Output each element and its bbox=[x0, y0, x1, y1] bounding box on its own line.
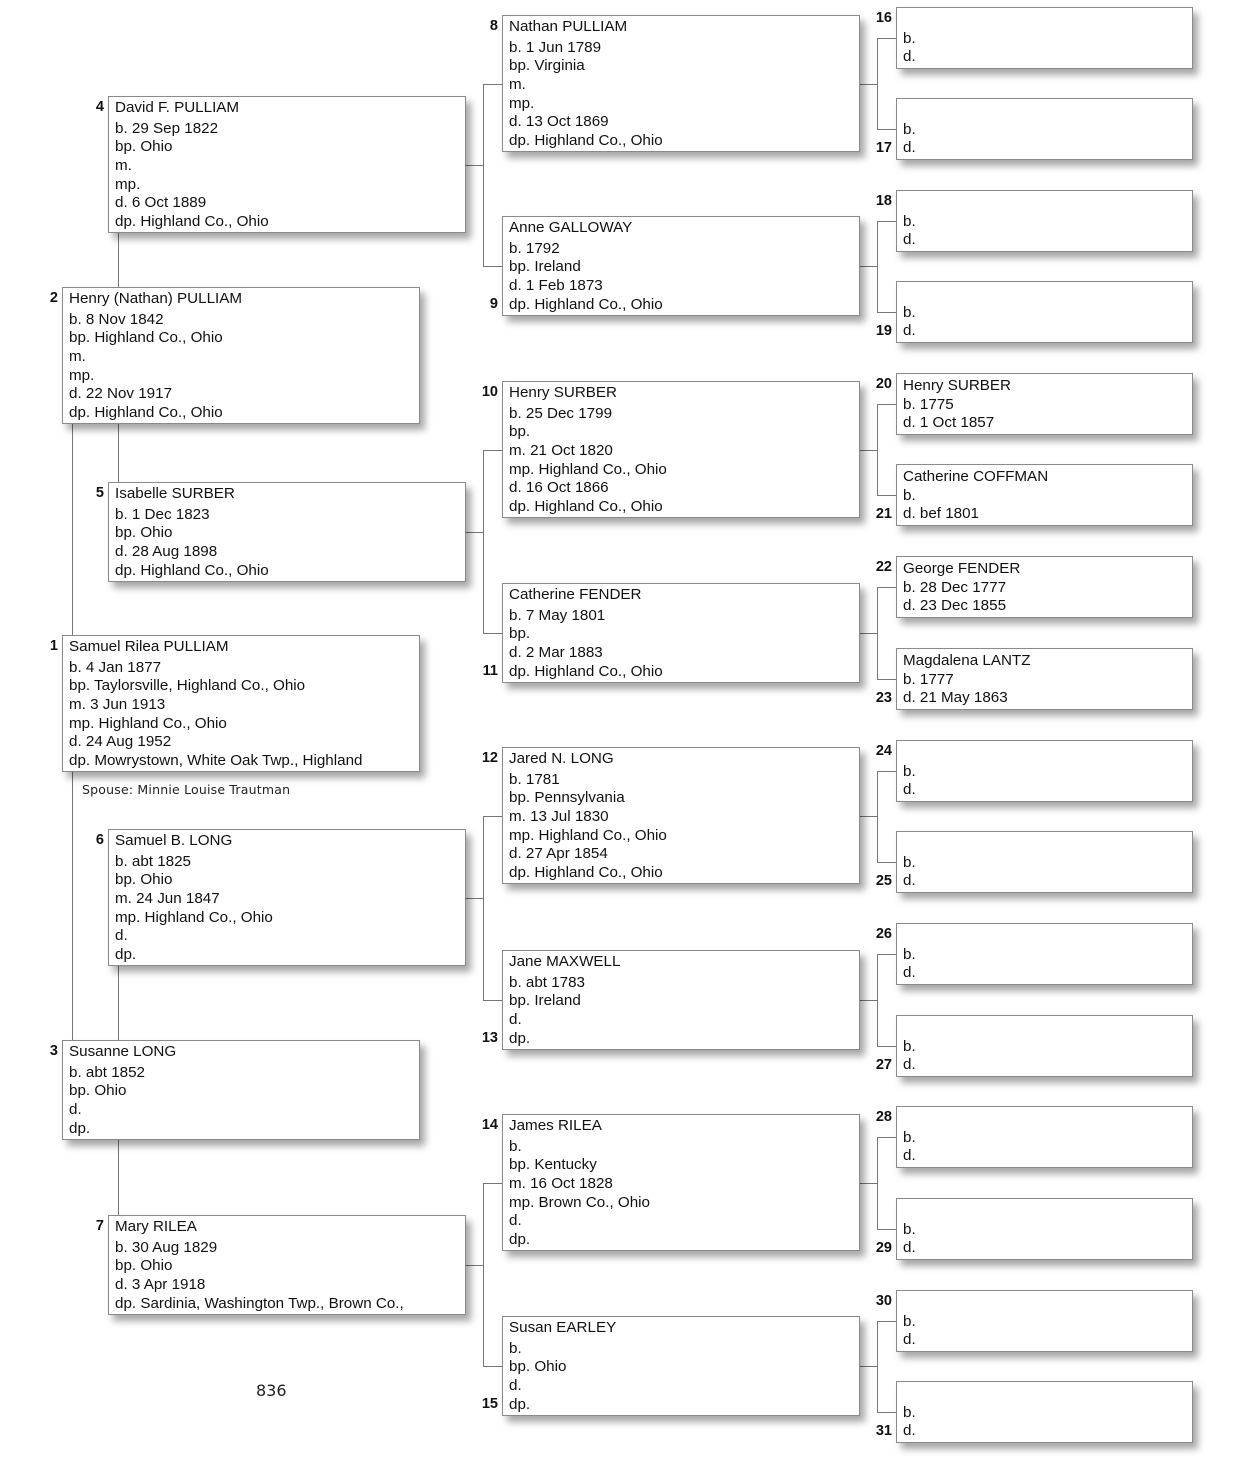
person-number: 1 bbox=[49, 638, 58, 654]
person-box[interactable] bbox=[502, 950, 860, 1050]
person-box[interactable] bbox=[896, 648, 1193, 710]
person-box[interactable] bbox=[896, 464, 1193, 526]
person-number: 9 bbox=[489, 296, 498, 312]
person-detail: d. bef 1801 bbox=[903, 505, 980, 523]
person-detail: b. 28 Dec 1777 bbox=[903, 578, 1007, 596]
person-detail: mp. Highland Co., Ohio bbox=[69, 714, 227, 732]
connector-line bbox=[877, 221, 878, 313]
person-detail: m. bbox=[69, 347, 86, 365]
person-detail: d. bbox=[69, 1100, 82, 1118]
person-box[interactable] bbox=[896, 1290, 1193, 1352]
person-detail: d. bbox=[509, 1212, 522, 1230]
person-detail: d. bbox=[903, 964, 916, 982]
connector-line bbox=[877, 1412, 896, 1413]
connector-line bbox=[877, 954, 878, 1047]
connector-line bbox=[860, 266, 877, 267]
connector-line bbox=[877, 1137, 896, 1138]
connector-line bbox=[860, 84, 877, 85]
person-detail: d. 27 Apr 1854 bbox=[509, 845, 608, 863]
person-name bbox=[903, 1385, 1192, 1404]
person-detail: bp. Ohio bbox=[115, 524, 173, 542]
person-box[interactable] bbox=[502, 1114, 860, 1251]
person-detail: m. 21 Oct 1820 bbox=[509, 441, 613, 459]
person-detail: d. bbox=[903, 322, 916, 340]
person-detail: b. 7 May 1801 bbox=[509, 606, 606, 624]
person-name: Anne GALLOWAY bbox=[509, 219, 633, 236]
person-detail: mp. Highland Co., Ohio bbox=[115, 908, 273, 926]
person-detail: bp. bbox=[509, 625, 531, 643]
person-detail: bp. Ohio bbox=[115, 871, 173, 889]
person-name bbox=[903, 835, 1192, 854]
person-detail: dp. bbox=[509, 1395, 531, 1413]
person-box[interactable] bbox=[896, 7, 1193, 69]
person-detail: d. 24 Aug 1952 bbox=[69, 733, 172, 751]
person-detail: b. bbox=[903, 303, 916, 321]
person-detail: dp. Highland Co., Ohio bbox=[69, 403, 223, 421]
connector-line bbox=[877, 1046, 896, 1047]
person-detail: dp. Highland Co., Ohio bbox=[509, 131, 663, 149]
person-detail: d. 1 Oct 1857 bbox=[903, 414, 995, 432]
person-name bbox=[903, 927, 1192, 946]
person-detail: bp. Ohio bbox=[115, 1257, 173, 1275]
person-box[interactable] bbox=[896, 281, 1193, 343]
person-name: Catherine COFFMAN bbox=[903, 468, 1049, 485]
person-number: 22 bbox=[875, 559, 892, 575]
connector-line bbox=[466, 1265, 483, 1266]
person-box[interactable] bbox=[502, 1316, 860, 1416]
person-detail: b. 29 Sep 1822 bbox=[115, 119, 219, 137]
person-number: 10 bbox=[481, 384, 498, 400]
person-name: Henry SURBER bbox=[509, 384, 618, 401]
connector-line bbox=[118, 424, 119, 482]
person-number: 16 bbox=[875, 10, 892, 26]
person-number: 5 bbox=[95, 485, 104, 501]
person-detail: b. bbox=[903, 1220, 916, 1238]
person-detail: m. 3 Jun 1913 bbox=[69, 695, 166, 713]
connector-line bbox=[877, 1137, 878, 1230]
person-number: 31 bbox=[875, 1423, 892, 1439]
connector-line bbox=[483, 816, 484, 1001]
person-box[interactable] bbox=[896, 98, 1193, 160]
person-detail: d. bbox=[509, 1376, 522, 1394]
person-number: 7 bbox=[95, 1218, 104, 1234]
person-detail: bp. Ireland bbox=[509, 258, 581, 276]
person-box[interactable] bbox=[108, 96, 466, 233]
person-box[interactable] bbox=[896, 923, 1193, 985]
connector-line bbox=[483, 450, 484, 634]
person-name: Isabelle SURBER bbox=[115, 485, 235, 502]
person-detail: d. bbox=[903, 48, 916, 66]
connector-line bbox=[483, 1366, 502, 1367]
person-detail: b. 1775 bbox=[903, 395, 954, 413]
connector-line bbox=[877, 404, 878, 496]
person-number: 12 bbox=[481, 750, 498, 766]
person-detail: bp. Kentucky bbox=[509, 1156, 597, 1174]
person-name: Samuel B. LONG bbox=[115, 832, 233, 849]
connector-line bbox=[877, 38, 878, 130]
person-name: Henry (Nathan) PULLIAM bbox=[69, 290, 243, 307]
person-detail: d. bbox=[903, 231, 916, 249]
person-detail: bp. Ohio bbox=[69, 1082, 127, 1100]
person-detail: mp. Brown Co., Ohio bbox=[509, 1193, 650, 1211]
person-detail: b. bbox=[509, 1339, 522, 1357]
person-detail: d. 16 Oct 1866 bbox=[509, 479, 609, 497]
page-number: 836 bbox=[256, 1381, 287, 1400]
person-detail: bp. Ohio bbox=[509, 1358, 567, 1376]
person-detail: mp. Highland Co., Ohio bbox=[509, 826, 667, 844]
person-detail: d. 2 Mar 1883 bbox=[509, 643, 603, 661]
person-detail: mp. bbox=[69, 366, 95, 384]
person-number: 20 bbox=[875, 376, 892, 392]
person-name: Nathan PULLIAM bbox=[509, 18, 628, 35]
person-detail: mp. bbox=[509, 94, 535, 112]
person-detail: dp. Highland Co., Ohio bbox=[509, 497, 663, 515]
person-box[interactable] bbox=[108, 1215, 466, 1315]
connector-line bbox=[877, 404, 896, 405]
person-box[interactable] bbox=[896, 556, 1193, 618]
person-detail: d. 6 Oct 1889 bbox=[115, 194, 207, 212]
connector-line bbox=[877, 38, 896, 39]
person-number: 15 bbox=[481, 1396, 498, 1412]
person-detail: dp. bbox=[509, 1029, 531, 1047]
person-number: 23 bbox=[875, 690, 892, 706]
connector-line bbox=[877, 587, 896, 588]
person-box[interactable] bbox=[896, 1015, 1193, 1077]
person-number: 21 bbox=[875, 506, 892, 522]
person-detail: bp. Taylorsville, Highland Co., Ohio bbox=[69, 677, 306, 695]
person-box[interactable] bbox=[108, 482, 466, 582]
person-detail: b. bbox=[903, 1403, 916, 1421]
person-detail: bp. Ohio bbox=[115, 138, 173, 156]
connector-line bbox=[483, 816, 502, 817]
person-box[interactable] bbox=[896, 373, 1193, 435]
connector-line bbox=[877, 495, 896, 496]
person-name bbox=[903, 11, 1192, 30]
connector-line bbox=[483, 633, 502, 634]
person-detail: bp. Virginia bbox=[509, 57, 585, 75]
person-number: 26 bbox=[875, 926, 892, 942]
person-number: 19 bbox=[875, 323, 892, 339]
person-box[interactable] bbox=[896, 740, 1193, 802]
person-detail: b. 1 Dec 1823 bbox=[115, 505, 210, 523]
person-name: Henry SURBER bbox=[903, 377, 1012, 394]
person-box[interactable] bbox=[502, 15, 860, 152]
person-detail: bp. Pennsylvania bbox=[509, 789, 625, 807]
person-name bbox=[903, 285, 1192, 304]
person-name bbox=[903, 1110, 1192, 1129]
person-detail: d. bbox=[903, 1331, 916, 1349]
person-name: Magdalena LANTZ bbox=[903, 652, 1031, 669]
person-detail: d. 21 May 1863 bbox=[903, 689, 1008, 707]
person-name bbox=[903, 744, 1192, 763]
person-detail: d. bbox=[903, 781, 916, 799]
person-detail: b. bbox=[903, 212, 916, 230]
person-detail: d. bbox=[903, 872, 916, 890]
connector-line bbox=[483, 450, 502, 451]
person-name: George FENDER bbox=[903, 560, 1021, 577]
person-name: Samuel Rilea PULLIAM bbox=[69, 638, 229, 655]
person-name bbox=[903, 1019, 1192, 1038]
person-detail: dp. Highland Co., Ohio bbox=[115, 561, 269, 579]
person-box[interactable] bbox=[502, 381, 860, 518]
connector-line bbox=[860, 816, 877, 817]
connector-line bbox=[860, 1366, 877, 1367]
person-detail: b. bbox=[903, 853, 916, 871]
person-detail: bp. bbox=[509, 423, 531, 441]
person-number: 29 bbox=[875, 1240, 892, 1256]
person-detail: m. 16 Oct 1828 bbox=[509, 1174, 613, 1192]
person-name: Susanne LONG bbox=[69, 1043, 177, 1060]
person-name bbox=[903, 102, 1192, 121]
connector-line bbox=[877, 679, 896, 680]
person-detail: d. bbox=[509, 1010, 522, 1028]
person-detail: m. bbox=[509, 75, 526, 93]
person-detail: d. bbox=[903, 1147, 916, 1165]
person-detail: b. bbox=[903, 486, 916, 504]
person-detail: mp. bbox=[115, 175, 141, 193]
person-detail: d. 3 Apr 1918 bbox=[115, 1275, 206, 1293]
person-number: 27 bbox=[875, 1057, 892, 1073]
connector-line bbox=[118, 1140, 119, 1215]
person-detail: b. bbox=[509, 1137, 522, 1155]
person-box[interactable] bbox=[62, 287, 420, 424]
person-detail: d. bbox=[115, 927, 128, 945]
person-name: David F. PULLIAM bbox=[115, 99, 240, 116]
person-detail: b. abt 1852 bbox=[69, 1063, 146, 1081]
person-detail: dp. Highland Co., Ohio bbox=[509, 295, 663, 313]
person-detail: dp. Highland Co., Ohio bbox=[509, 662, 663, 680]
person-detail: b. bbox=[903, 945, 916, 963]
connector-line bbox=[877, 221, 896, 222]
connector-line bbox=[877, 771, 896, 772]
connector-line bbox=[118, 233, 119, 287]
person-detail: d. 22 Nov 1917 bbox=[69, 385, 173, 403]
person-number: 17 bbox=[875, 140, 892, 156]
person-detail: b. bbox=[903, 1037, 916, 1055]
connector-line bbox=[483, 84, 502, 85]
connector-line bbox=[877, 954, 896, 955]
person-detail: dp. Sardinia, Washington Twp., Brown Co., bbox=[115, 1294, 404, 1312]
person-box[interactable] bbox=[896, 1106, 1193, 1168]
person-detail: d. bbox=[903, 139, 916, 157]
connector-line bbox=[118, 966, 119, 1040]
person-name: Catherine FENDER bbox=[509, 586, 642, 603]
person-detail: d. 23 Dec 1855 bbox=[903, 597, 1007, 615]
person-number: 3 bbox=[49, 1043, 58, 1059]
person-box[interactable] bbox=[502, 583, 860, 683]
person-number: 11 bbox=[482, 663, 498, 679]
person-name: Jane MAXWELL bbox=[509, 953, 621, 970]
connector-line bbox=[466, 898, 483, 899]
person-detail: m. 13 Jul 1830 bbox=[509, 807, 609, 825]
person-detail: b. bbox=[903, 762, 916, 780]
connector-line bbox=[877, 1321, 878, 1413]
person-number: 24 bbox=[875, 743, 892, 759]
person-detail: d. 1 Feb 1873 bbox=[509, 276, 603, 294]
person-number: 8 bbox=[489, 18, 498, 34]
connector-line bbox=[483, 1183, 502, 1184]
person-detail: d. 28 Aug 1898 bbox=[115, 542, 218, 560]
person-detail: b. 8 Nov 1842 bbox=[69, 310, 164, 328]
connector-line bbox=[877, 129, 896, 130]
person-detail: b. abt 1783 bbox=[509, 973, 586, 991]
person-box[interactable] bbox=[108, 829, 466, 966]
connector-line bbox=[860, 1000, 877, 1001]
person-detail: b. 4 Jan 1877 bbox=[69, 658, 162, 676]
person-detail: b. bbox=[903, 1128, 916, 1146]
person-detail: b. 1777 bbox=[903, 670, 954, 688]
person-box[interactable] bbox=[896, 831, 1193, 893]
person-detail: m. 24 Jun 1847 bbox=[115, 889, 220, 907]
person-number: 13 bbox=[481, 1030, 498, 1046]
person-detail: mp. Highland Co., Ohio bbox=[509, 460, 667, 478]
person-number: 14 bbox=[481, 1117, 498, 1133]
person-number: 28 bbox=[875, 1109, 892, 1125]
person-box[interactable] bbox=[502, 216, 860, 316]
person-box[interactable] bbox=[502, 747, 860, 884]
connector-line bbox=[860, 633, 877, 634]
person-detail: d. bbox=[903, 1422, 916, 1440]
person-detail: b. 1 Jun 1789 bbox=[509, 38, 602, 56]
connector-line bbox=[466, 532, 483, 533]
connector-line bbox=[860, 450, 877, 451]
person-number: 25 bbox=[875, 873, 892, 889]
person-box[interactable] bbox=[896, 1381, 1193, 1443]
person-name bbox=[903, 1202, 1192, 1221]
person-detail: bp. Ireland bbox=[509, 992, 581, 1010]
person-name bbox=[903, 194, 1192, 213]
connector-line bbox=[483, 84, 484, 267]
connector-line bbox=[483, 1000, 502, 1001]
person-detail: b. abt 1825 bbox=[115, 852, 192, 870]
connector-line bbox=[877, 771, 878, 863]
person-box[interactable] bbox=[62, 635, 420, 772]
person-detail: b. bbox=[903, 29, 916, 47]
person-box[interactable] bbox=[62, 1040, 420, 1140]
person-detail: dp. Highland Co., Ohio bbox=[115, 212, 269, 230]
person-number: 18 bbox=[875, 193, 892, 209]
person-detail: dp. Highland Co., Ohio bbox=[509, 863, 663, 881]
person-detail: d. bbox=[903, 1056, 916, 1074]
person-detail: dp. Mowrystown, White Oak Twp., Highland bbox=[69, 751, 363, 769]
connector-line bbox=[877, 312, 896, 313]
person-detail: b. 25 Dec 1799 bbox=[509, 404, 613, 422]
person-name: Jared N. LONG bbox=[509, 750, 614, 767]
connector-line bbox=[877, 587, 878, 680]
connector-line bbox=[877, 1229, 896, 1230]
person-name: Mary RILEA bbox=[115, 1218, 197, 1235]
person-detail: b. bbox=[903, 1312, 916, 1330]
person-detail: d. 13 Oct 1869 bbox=[509, 113, 609, 131]
connector-line bbox=[877, 862, 896, 863]
person-detail: d. bbox=[903, 1239, 916, 1257]
connector-line bbox=[466, 165, 483, 166]
person-box[interactable] bbox=[896, 190, 1193, 252]
person-detail: dp. bbox=[509, 1230, 531, 1248]
connector-line bbox=[483, 266, 502, 267]
person-detail: b. bbox=[903, 120, 916, 138]
person-name bbox=[903, 1294, 1192, 1313]
connector-line bbox=[877, 1321, 896, 1322]
person-detail: b. 1781 bbox=[509, 770, 560, 788]
connector-line bbox=[860, 1183, 877, 1184]
spouse-note: Spouse: Minnie Louise Trautman bbox=[82, 782, 291, 797]
person-detail: m. bbox=[115, 156, 132, 174]
person-detail: dp. bbox=[115, 945, 137, 963]
person-number: 4 bbox=[95, 99, 104, 115]
person-box[interactable] bbox=[896, 1198, 1193, 1260]
person-detail: dp. bbox=[69, 1119, 91, 1137]
person-detail: b. 30 Aug 1829 bbox=[115, 1238, 218, 1256]
person-name: Susan EARLEY bbox=[509, 1319, 617, 1336]
person-number: 30 bbox=[875, 1293, 892, 1309]
connector-line bbox=[483, 1183, 484, 1367]
person-name: James RILEA bbox=[509, 1117, 602, 1134]
person-number: 2 bbox=[49, 290, 58, 306]
person-number: 6 bbox=[95, 832, 104, 848]
person-detail: b. 1792 bbox=[509, 239, 560, 257]
person-detail: bp. Highland Co., Ohio bbox=[69, 329, 223, 347]
